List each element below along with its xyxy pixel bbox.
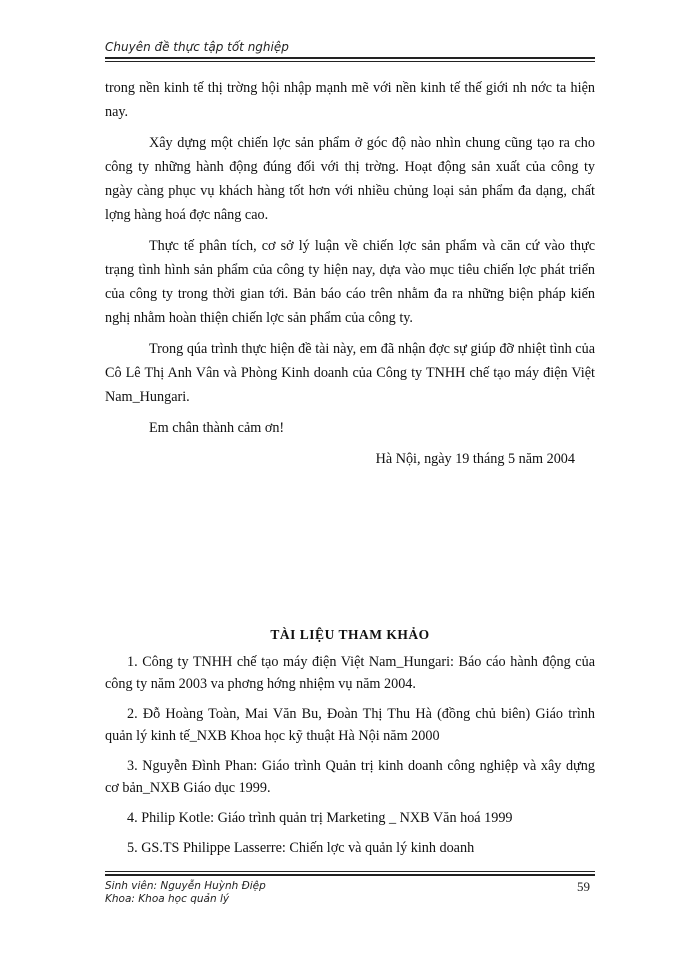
paragraph: trong nền kinh tế thị trờng hội nhập mạnh mẽ với nền kinh tế thế giới nh nớc ta hiện nay. [105, 80, 595, 120]
header-rule-thick [105, 57, 595, 59]
footer-student: Sinh viên: Nguyễn Huỳnh Điệp [105, 880, 266, 892]
date-signature: Hà Nội, ngày 19 tháng 5 năm 2004 [375, 451, 575, 467]
page-number: 59 [577, 879, 590, 894]
paragraph: Trong qúa trình thực hiện đề tài này, em đã nhận đợc sự giúp đỡ nhiệt tình của Cô Lê Thị Anh Vân và Phòng Kinh doanh của Công ty TNHH chế tạo máy điện Việt Nam_Hungari. [105, 341, 595, 405]
reference-item: 4. Philip Kotle: Giáo trình quản trị Marketing _ NXB Văn hoá 1999 [127, 810, 513, 826]
reference-item: 1. Công ty TNHH chế tạo máy điện Việt Nam_Hungari: Báo cáo hành động của công ty năm 2003 va phơng hớng nhiệm vụ năm 2004. [105, 654, 595, 692]
closing-line: Em chân thành cảm ơn! [149, 420, 285, 436]
references-title: TÀI LIỆU THAM KHẢO [270, 627, 430, 642]
reference-item: 3. Nguyễn Đình Phan: Giáo trình Quản trị kinh doanh công nghiệp và xây dựng cơ bản_NXB Giáo dục 1999. [105, 758, 595, 796]
running-header: Chuyên đề thực tập tốt nghiệp [105, 40, 289, 54]
header-rule-thin [105, 61, 595, 62]
document-body [105, 76, 595, 471]
paragraph: Xây dựng một chiến lợc sản phẩm ở góc độ nào nhìn chung cũng tạo ra cho công ty những hành động đúng đối với thị trờng. Hoạt động sản xuất của công ty ngày càng phục vụ khách hàng tốt hơn với nhiều chủng loại sản phẩm đa dạng, chất lợng hàng hoá đợc nâng cao. [105, 135, 595, 223]
footer-info [105, 880, 266, 906]
references-section [105, 623, 595, 867]
reference-item: 5. GS.TS Philippe Lasserre: Chiến lợc và quản lý kinh doanh [127, 840, 475, 856]
footer-faculty: Khoa: Khoa học quản lý [105, 893, 230, 905]
reference-item: 2. Đỗ Hoàng Toàn, Mai Văn Bu, Đoàn Thị Thu Hà (đồng chủ biên) Giáo trình quản lý kinh tế_NXB Khoa học kỹ thuật Hà Nội năm 2000 [105, 706, 595, 744]
footer-rule-thick [105, 874, 595, 876]
paragraph: Thực tế phân tích, cơ sở lý luận về chiến lợc sản phẩm và căn cứ vào thực trạng tình hình sản phẩm của công ty hiện nay, dựa vào mục tiêu chiến lợc phát triển của công ty trong thời gian tới. Bản báo cáo trên nhằm đa ra những biện pháp kiến nghị nhằm hoàn thiện chiến lợc sản phẩm của công ty. [105, 238, 595, 326]
footer-rule-thin [105, 871, 595, 872]
